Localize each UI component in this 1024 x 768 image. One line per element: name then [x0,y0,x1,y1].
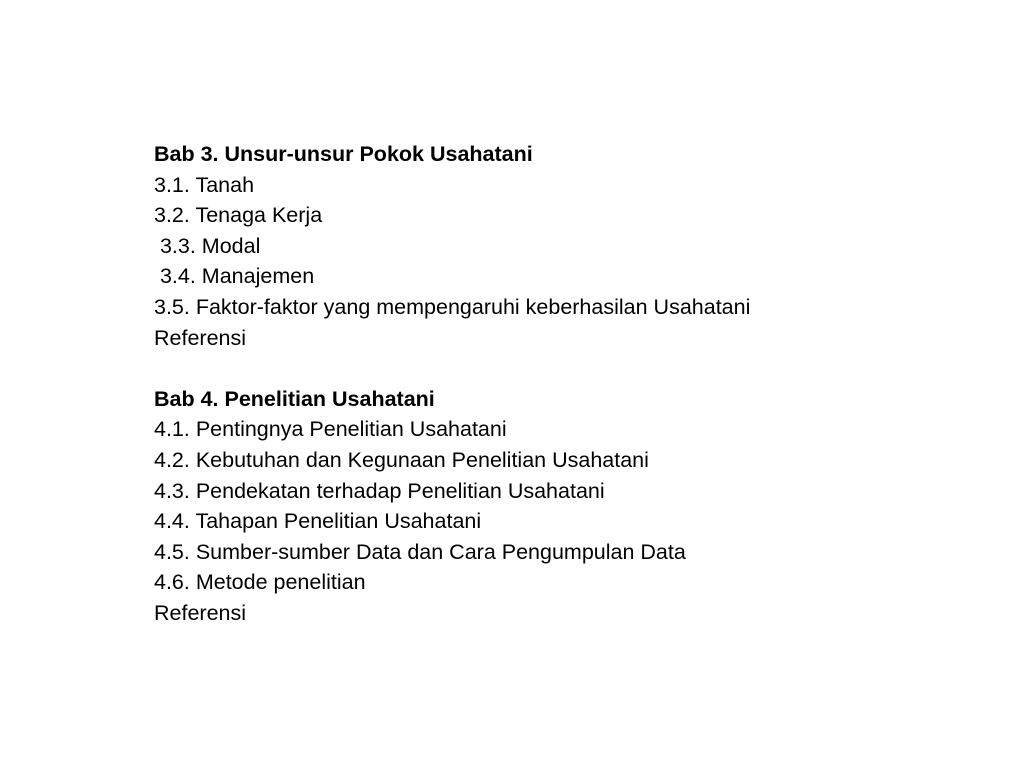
chapter-3-item-2: 3.2. Tenaga Kerja [154,203,323,228]
chapter-3-item-1: 3.1. Tanah [154,172,255,197]
chapter-4-item-4: 4.4. Tahapan Penelitian Usahatani [154,509,482,534]
chapter-4-item-3: 4.3. Pendekatan terhadap Penelitian Usahatani [154,478,605,503]
section-spacer [154,353,974,384]
chapter-3-item-3: 3.3. Modal [154,233,261,258]
chapter-4-item-2: 4.2. Kebutuhan dan Kegunaan Penelitian Usahatani [154,447,649,472]
chapter-4-title: Bab 4. Penelitian Usahatani [154,386,435,411]
chapter-4-item-5: 4.5. Sumber-sumber Data dan Cara Pengumpulan Data [154,539,686,564]
chapter-4-item-1: 4.1. Pentingnya Penelitian Usahatani [154,417,507,442]
table-of-contents [154,139,974,629]
chapter-4-reference: Referensi [154,600,247,625]
chapter-3-title: Bab 3. Unsur-unsur Pokok Usahatani [154,142,533,166]
chapter-3-item-5: 3.5. Faktor-faktor yang mempengaruhi keberhasilan Usahatani [154,294,751,319]
chapter-3-reference: Referensi [154,325,247,350]
chapter-3-item-4: 3.4. Manajemen [154,264,315,289]
chapter-4-item-6: 4.6. Metode penelitian [154,570,366,595]
